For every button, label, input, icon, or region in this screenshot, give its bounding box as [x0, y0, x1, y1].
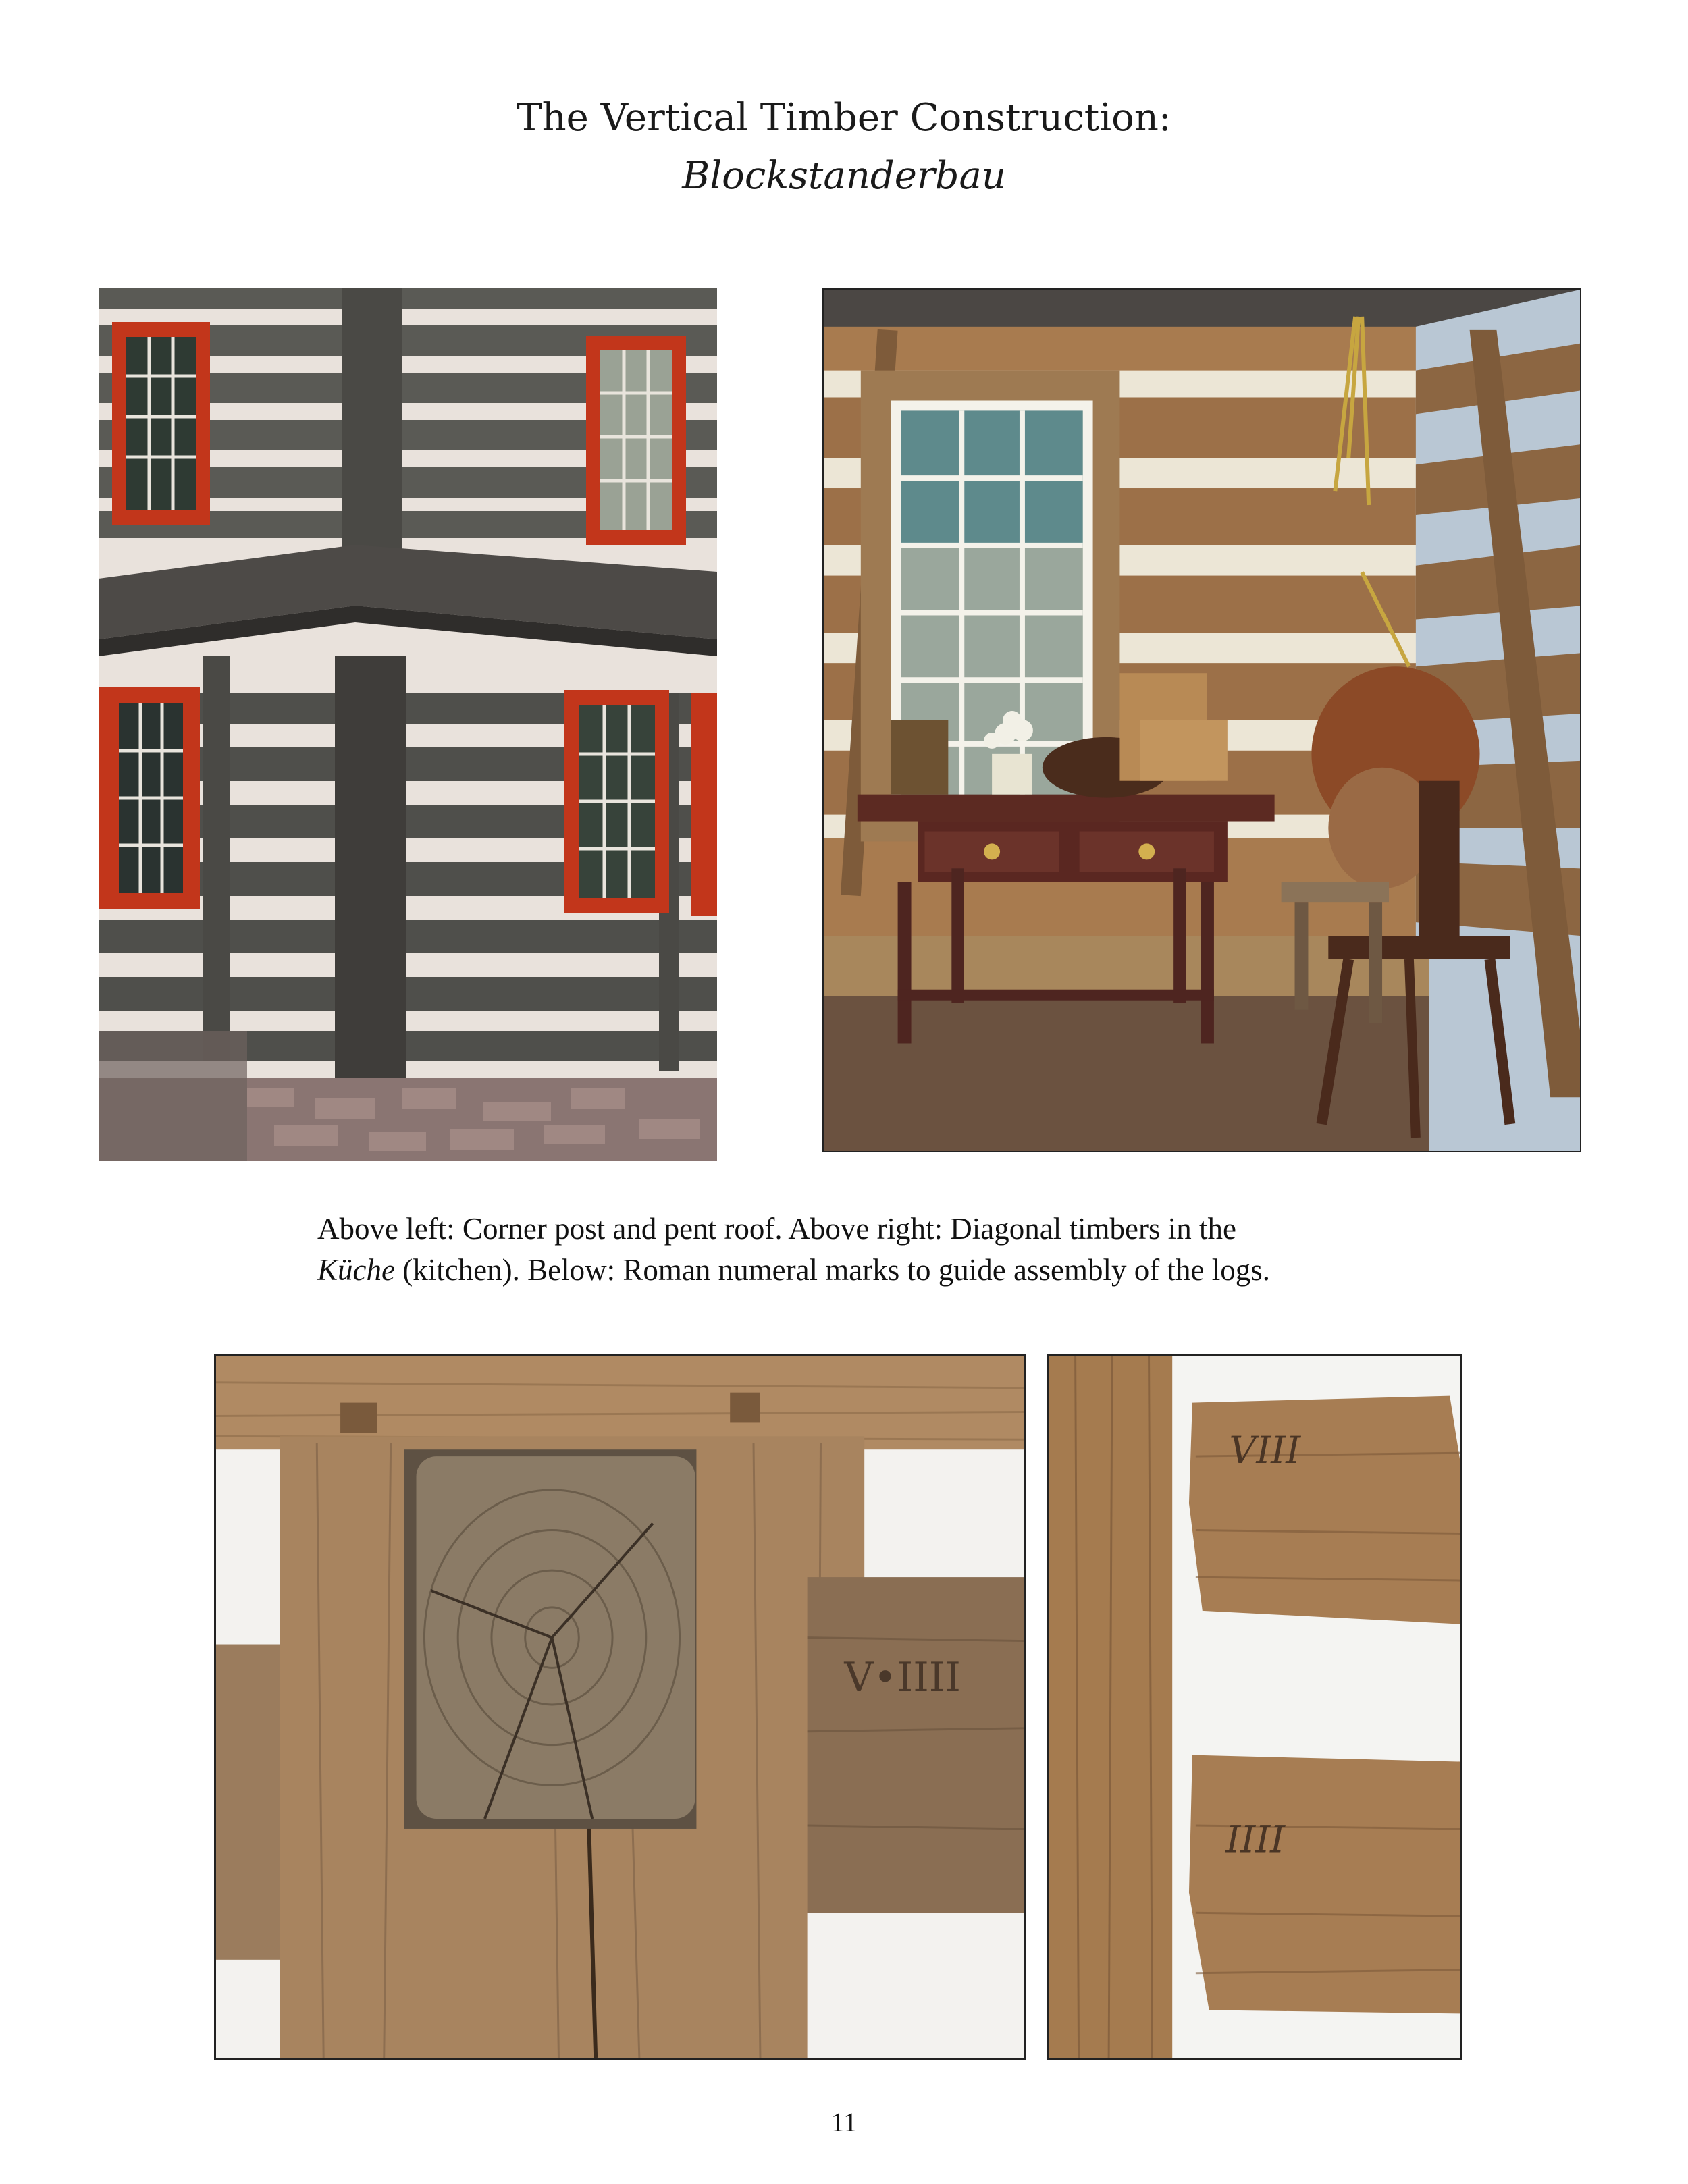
- carved-mark-lower: IIII: [1225, 1817, 1286, 1862]
- page-subtitle: Blockstanderbau: [682, 154, 1006, 198]
- carved-mark-text: V•IIII: [844, 1655, 961, 1702]
- caption-text-part1: Above left: Corner post and pent roof. Above right: Diagonal timbers in the: [317, 1212, 1236, 1246]
- caption-text-part2: (kitchen). Below: Roman numeral marks to guide assembly of the logs.: [394, 1253, 1270, 1287]
- photo-corner-post: [99, 288, 717, 1161]
- page-title: The Vertical Timber Construction:: [517, 96, 1171, 140]
- caption-italic-word: Küche: [317, 1253, 395, 1287]
- photo-numeral-marks: [1047, 1354, 1462, 2060]
- carved-mark-upper: VIII: [1229, 1428, 1301, 1473]
- photo-post-end-grain: [214, 1354, 1026, 2060]
- page-number: 11: [830, 2107, 858, 2137]
- photo-kitchen-interior: [822, 288, 1581, 1152]
- photo-caption: [317, 1208, 1465, 1291]
